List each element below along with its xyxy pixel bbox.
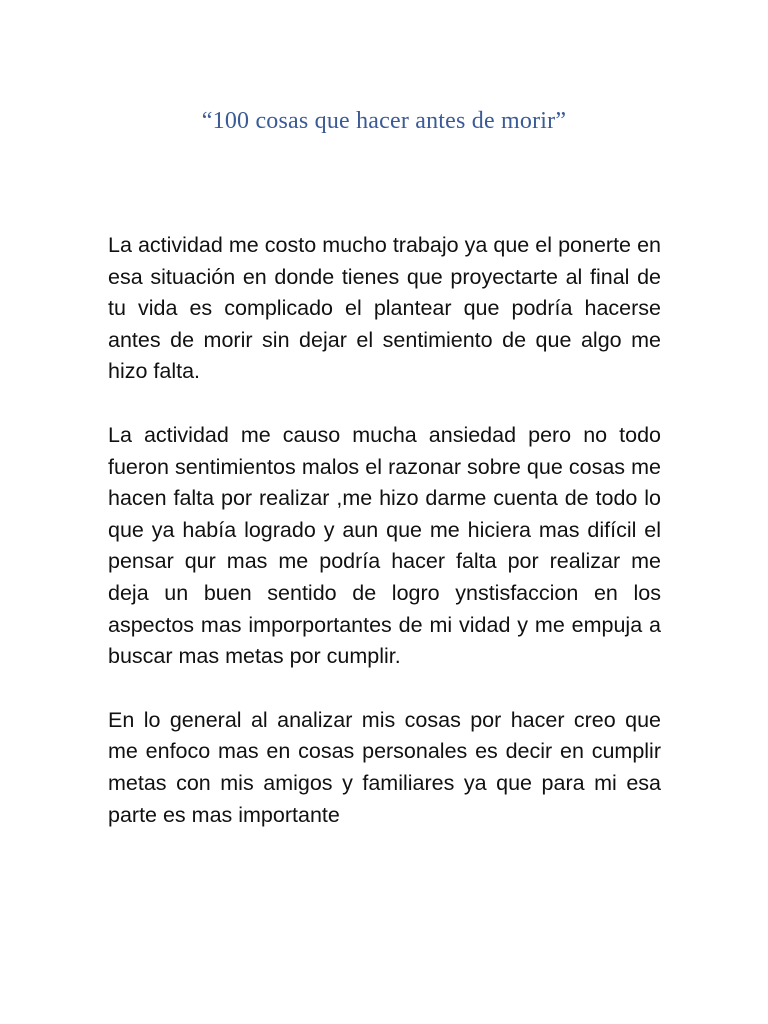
paragraph-3: En lo general al analizar mis cosas por hacer creo que me enfoco mas en cosas personales es decir en cumplir metas con mis amigos y familiares ya que para mi esa parte es mas importante — [108, 707, 661, 827]
document-title: “100 cosas que hacer antes de morir” — [201, 108, 567, 134]
document-body — [108, 230, 661, 863]
paragraph-1: La actividad me costo mucho trabajo ya que el ponerte en esa situación en donde tienes que proyectarte al final de tu vida es complicado el plantear que podría hacerse antes de morir sin dejar el sentimiento de que algo me hizo falta. — [108, 233, 661, 384]
paragraph-2: La actividad me causo mucha ansiedad pero no todo fueron sentimientos malos el razonar sobre que cosas me hacen falta por realizar ,me hizo darme cuenta de todo lo que ya había logrado y aun que me hiciera mas difícil el pensar qur mas me podría hacer falta por realizar me deja un buen sentido de logro ynstisfaccion en los aspectos mas imporportantes de mi vidad y me empuja a buscar mas metas por cumplir. — [108, 422, 661, 669]
